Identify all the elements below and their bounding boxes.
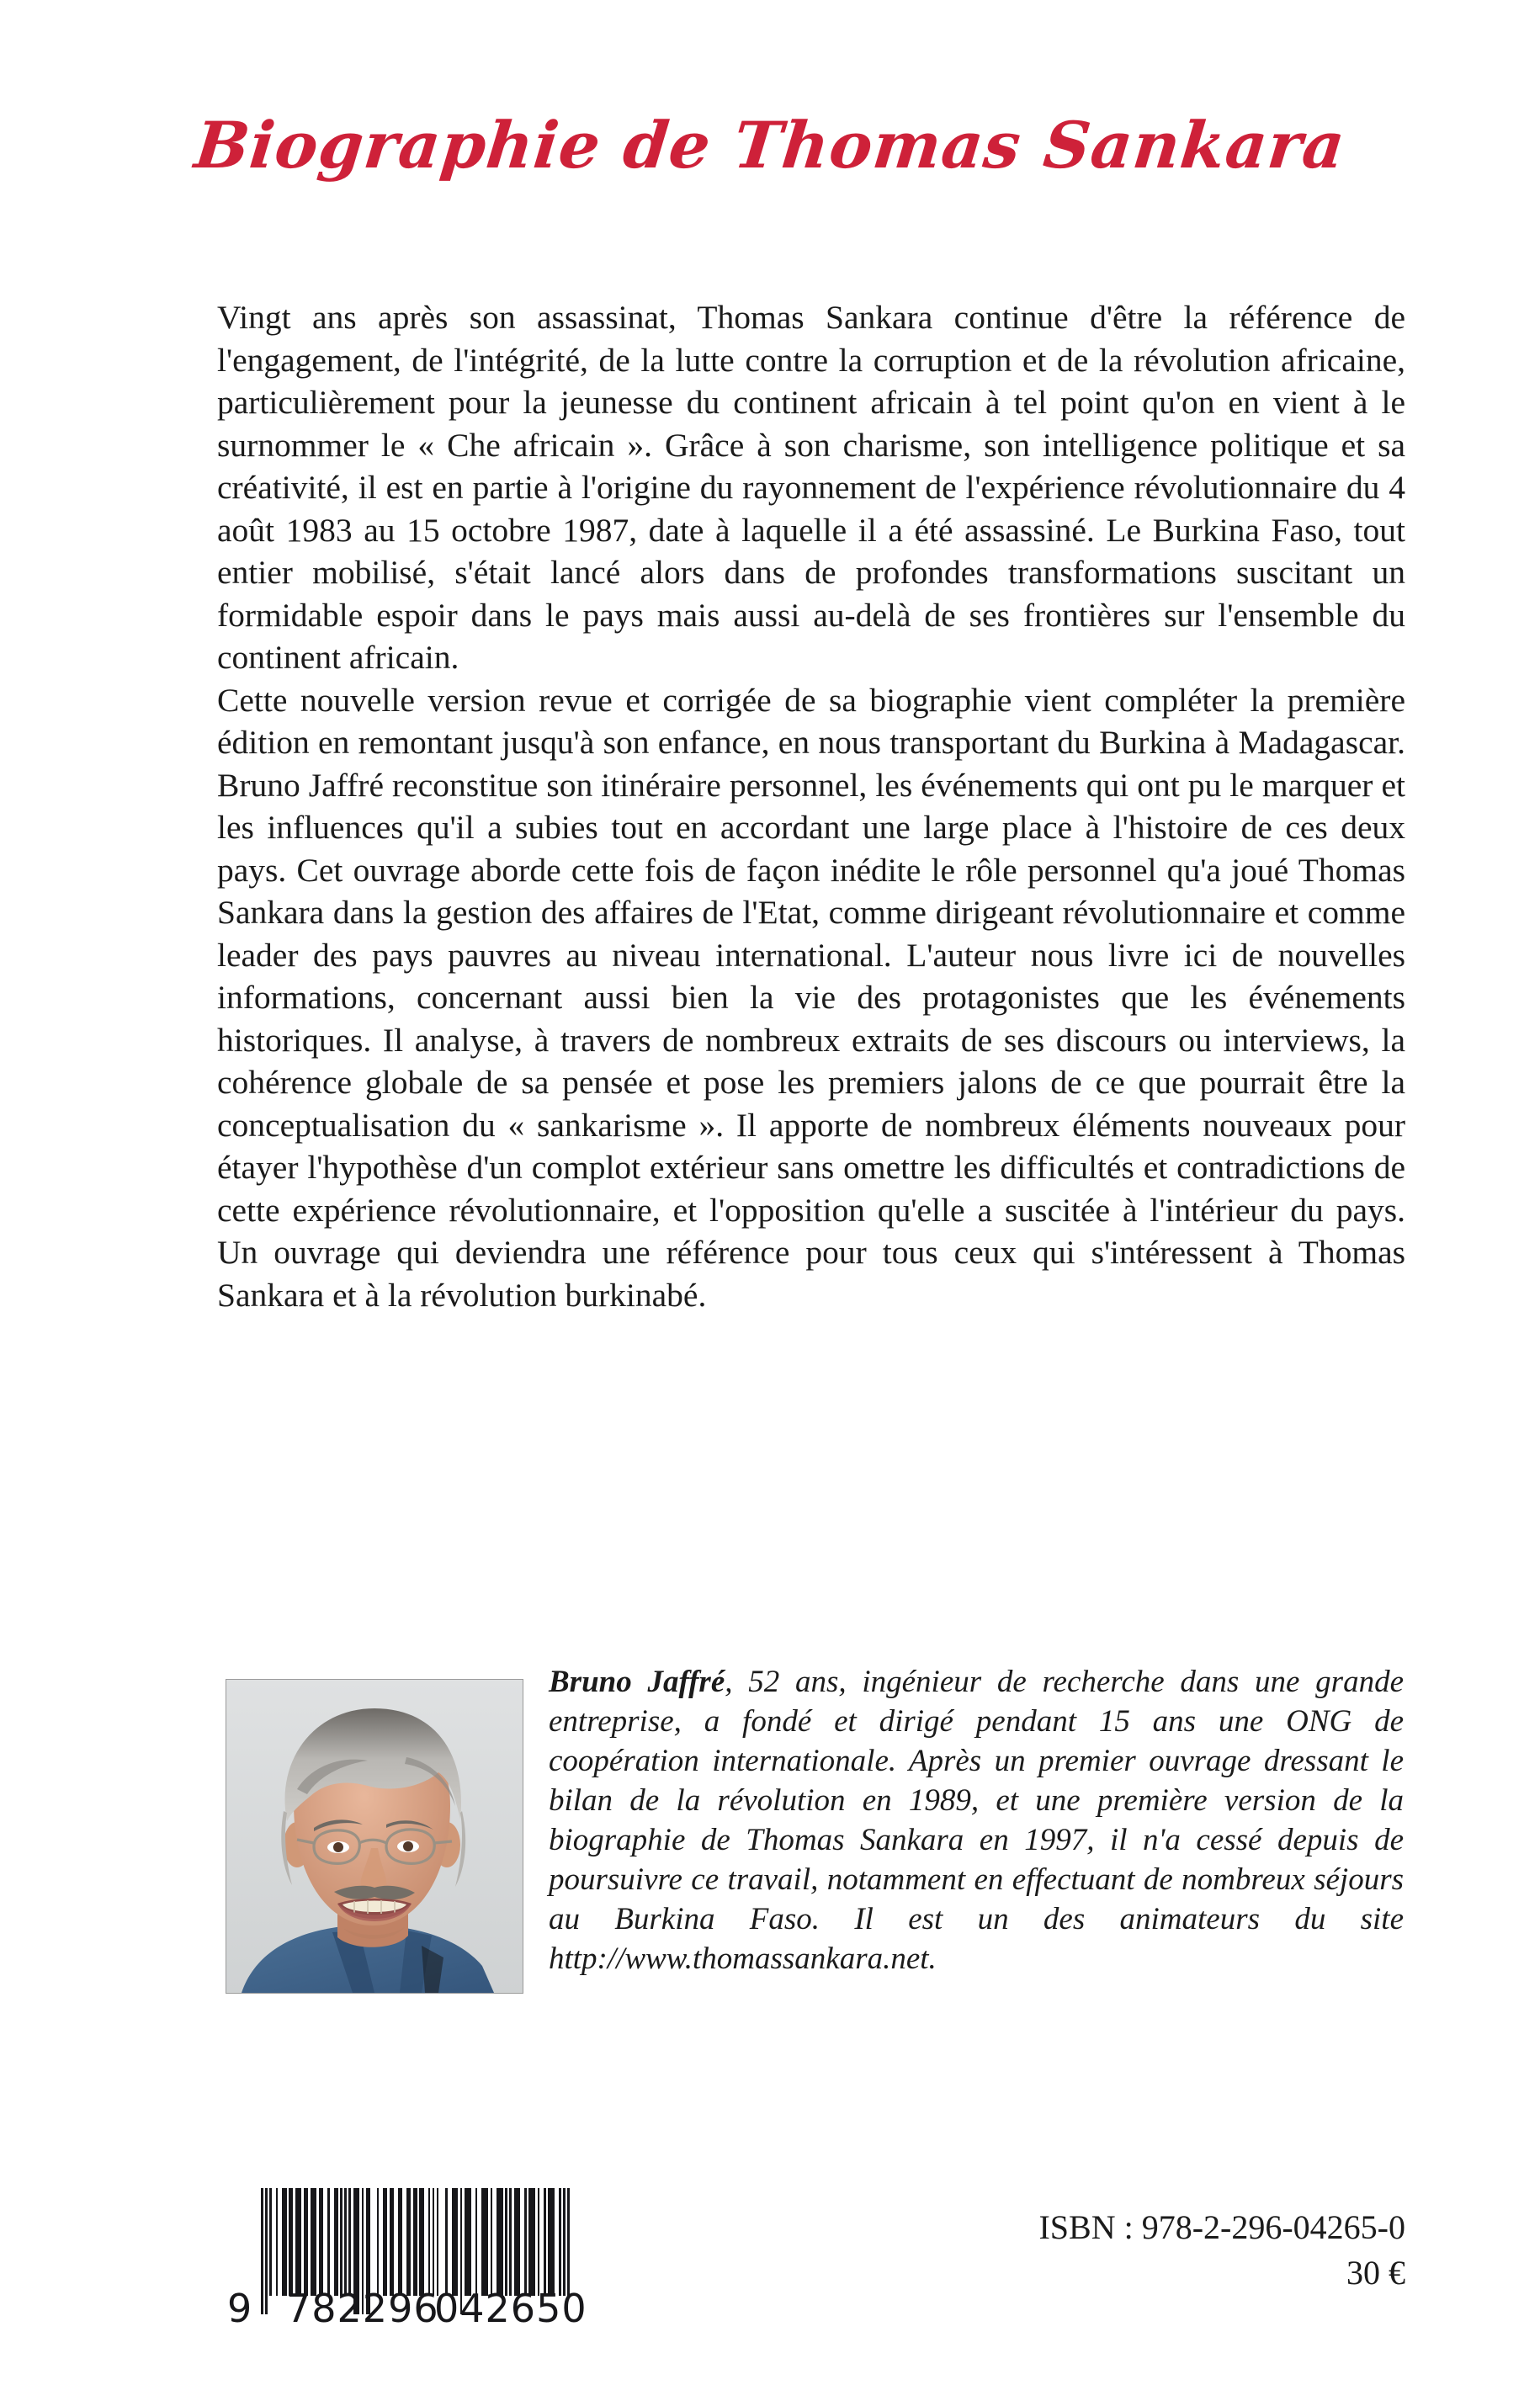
isbn-block: [842, 2205, 1405, 2296]
author-biography: [549, 1662, 1404, 1979]
author-portrait-illustration: [226, 1680, 523, 1993]
author-name: Bruno Jaffré: [549, 1665, 725, 1699]
barcode-bar: [514, 2188, 521, 2296]
barcode-bar: [567, 2188, 570, 2296]
page-title: Biographie de Thomas Sankara: [191, 108, 1349, 183]
description-paragraph-1: Vingt ans après son assassinat, Thomas Sankara continue d'être la référence de l'engagement, de l'intégrité, de la lutte contre la corruption et de la révolution africaine, particulièrement pour la jeunesse du continent africain à tel point qu'on en vient à le surnommer le « Che africain ». Grâce à son charisme, son intelligence politique et sa créativité, il est en partie à l'origine du rayonnement de l'expérience révolutionnaire du 4 août 1983 au 15 octobre 1987, date à laquelle il a été assassiné. Le Burkina Faso, tout entier mobilisé, s'était lancé alors dans de profondes transformations suscitant un formidable espoir dans le pays mais aussi au-delà de ses frontières sur l'ensemble du continent africain.: [217, 299, 1405, 676]
barcode-bars: [261, 2188, 570, 2296]
author-bio-text: , 52 ans, ingénieur de recherche dans une grande entreprise, a fondé et dirigé pendant 15 ans une ONG de coopération internationale. Après un premier ouvrage dressant le bilan de la révolution en 1989, et une première version de la biographie de Thomas Sankara en 1997, il n'a cessé depuis de poursuivre ce travail, notamment en effectuant de nombreux séjours au Burkina Faso. Il est un des animateurs du site http://www.thomassankara.net.: [549, 1665, 1405, 1976]
barcode-bar: [452, 2188, 459, 2296]
description-paragraph-2: Cette nouvelle version revue et corrigée de sa biographie vient compléter la première édition en remontant jusqu'à son enfance, en nous transportant du Burkina à Madagascar. Bruno Jaffré reconstitue son itinéraire personnel, les événements qui ont pu le marquer et les influences qu'il a subies tout en accordant une large place à l'histoire de ces deux pays. Cet ouvrage aborde cette fois de façon inédite le rôle personnel qu'a joué Thomas Sankara dans la gestion des affaires de l'Etat, comme dirigeant révolutionnaire et comme leader des pays pauvres au niveau international. L'auteur nous livre ici de nouvelles informations, concernant aussi bien la vie des protagonistes que les événements historiques. Il analyse, à travers de nombreux extraits de ses discours ou interviews, la cohérence globale de sa pensée et pose les premiers jalons de ce que pourrait être la conceptualisation du « sankarisme ». Il apporte de nombreux éléments nouveaux pour étayer l'hypothèse d'un complot extérieur sans omettre les difficultés et contradictions de cette expérience révolutionnaire, et l'opposition qu'elle a suscitée à l'intérieur du pays. Un ouvrage qui deviendra une référence pour tous ceux qui s'intéressent à Thomas Sankara et à la révolution burkinabé.: [217, 681, 1405, 1314]
barcode-left-group: 782296: [286, 2286, 439, 2331]
price-text: 30 €: [1346, 2254, 1405, 2292]
barcode-digits: [226, 2286, 621, 2331]
barcode-space: [438, 2188, 445, 2296]
barcode-bar: [311, 2188, 317, 2296]
isbn-text: ISBN : 978-2-296-04265-0: [1038, 2208, 1405, 2246]
book-description: [217, 296, 1405, 1316]
author-photo: [226, 1679, 523, 1994]
barcode-bar: [528, 2188, 535, 2296]
barcode-lead-digit: 9: [227, 2286, 253, 2331]
barcode-bar: [481, 2188, 488, 2296]
barcode-bar: [548, 2188, 555, 2296]
barcode: [226, 2151, 621, 2336]
barcode-bar: [497, 2188, 503, 2296]
barcode-right-group: 042650: [434, 2286, 587, 2331]
cover-title-container: [0, 108, 1540, 183]
barcode-bar: [295, 2188, 302, 2296]
author-section: [226, 1662, 1405, 1979]
barcode-bar: [465, 2188, 471, 2296]
barcode-space: [370, 2188, 377, 2296]
